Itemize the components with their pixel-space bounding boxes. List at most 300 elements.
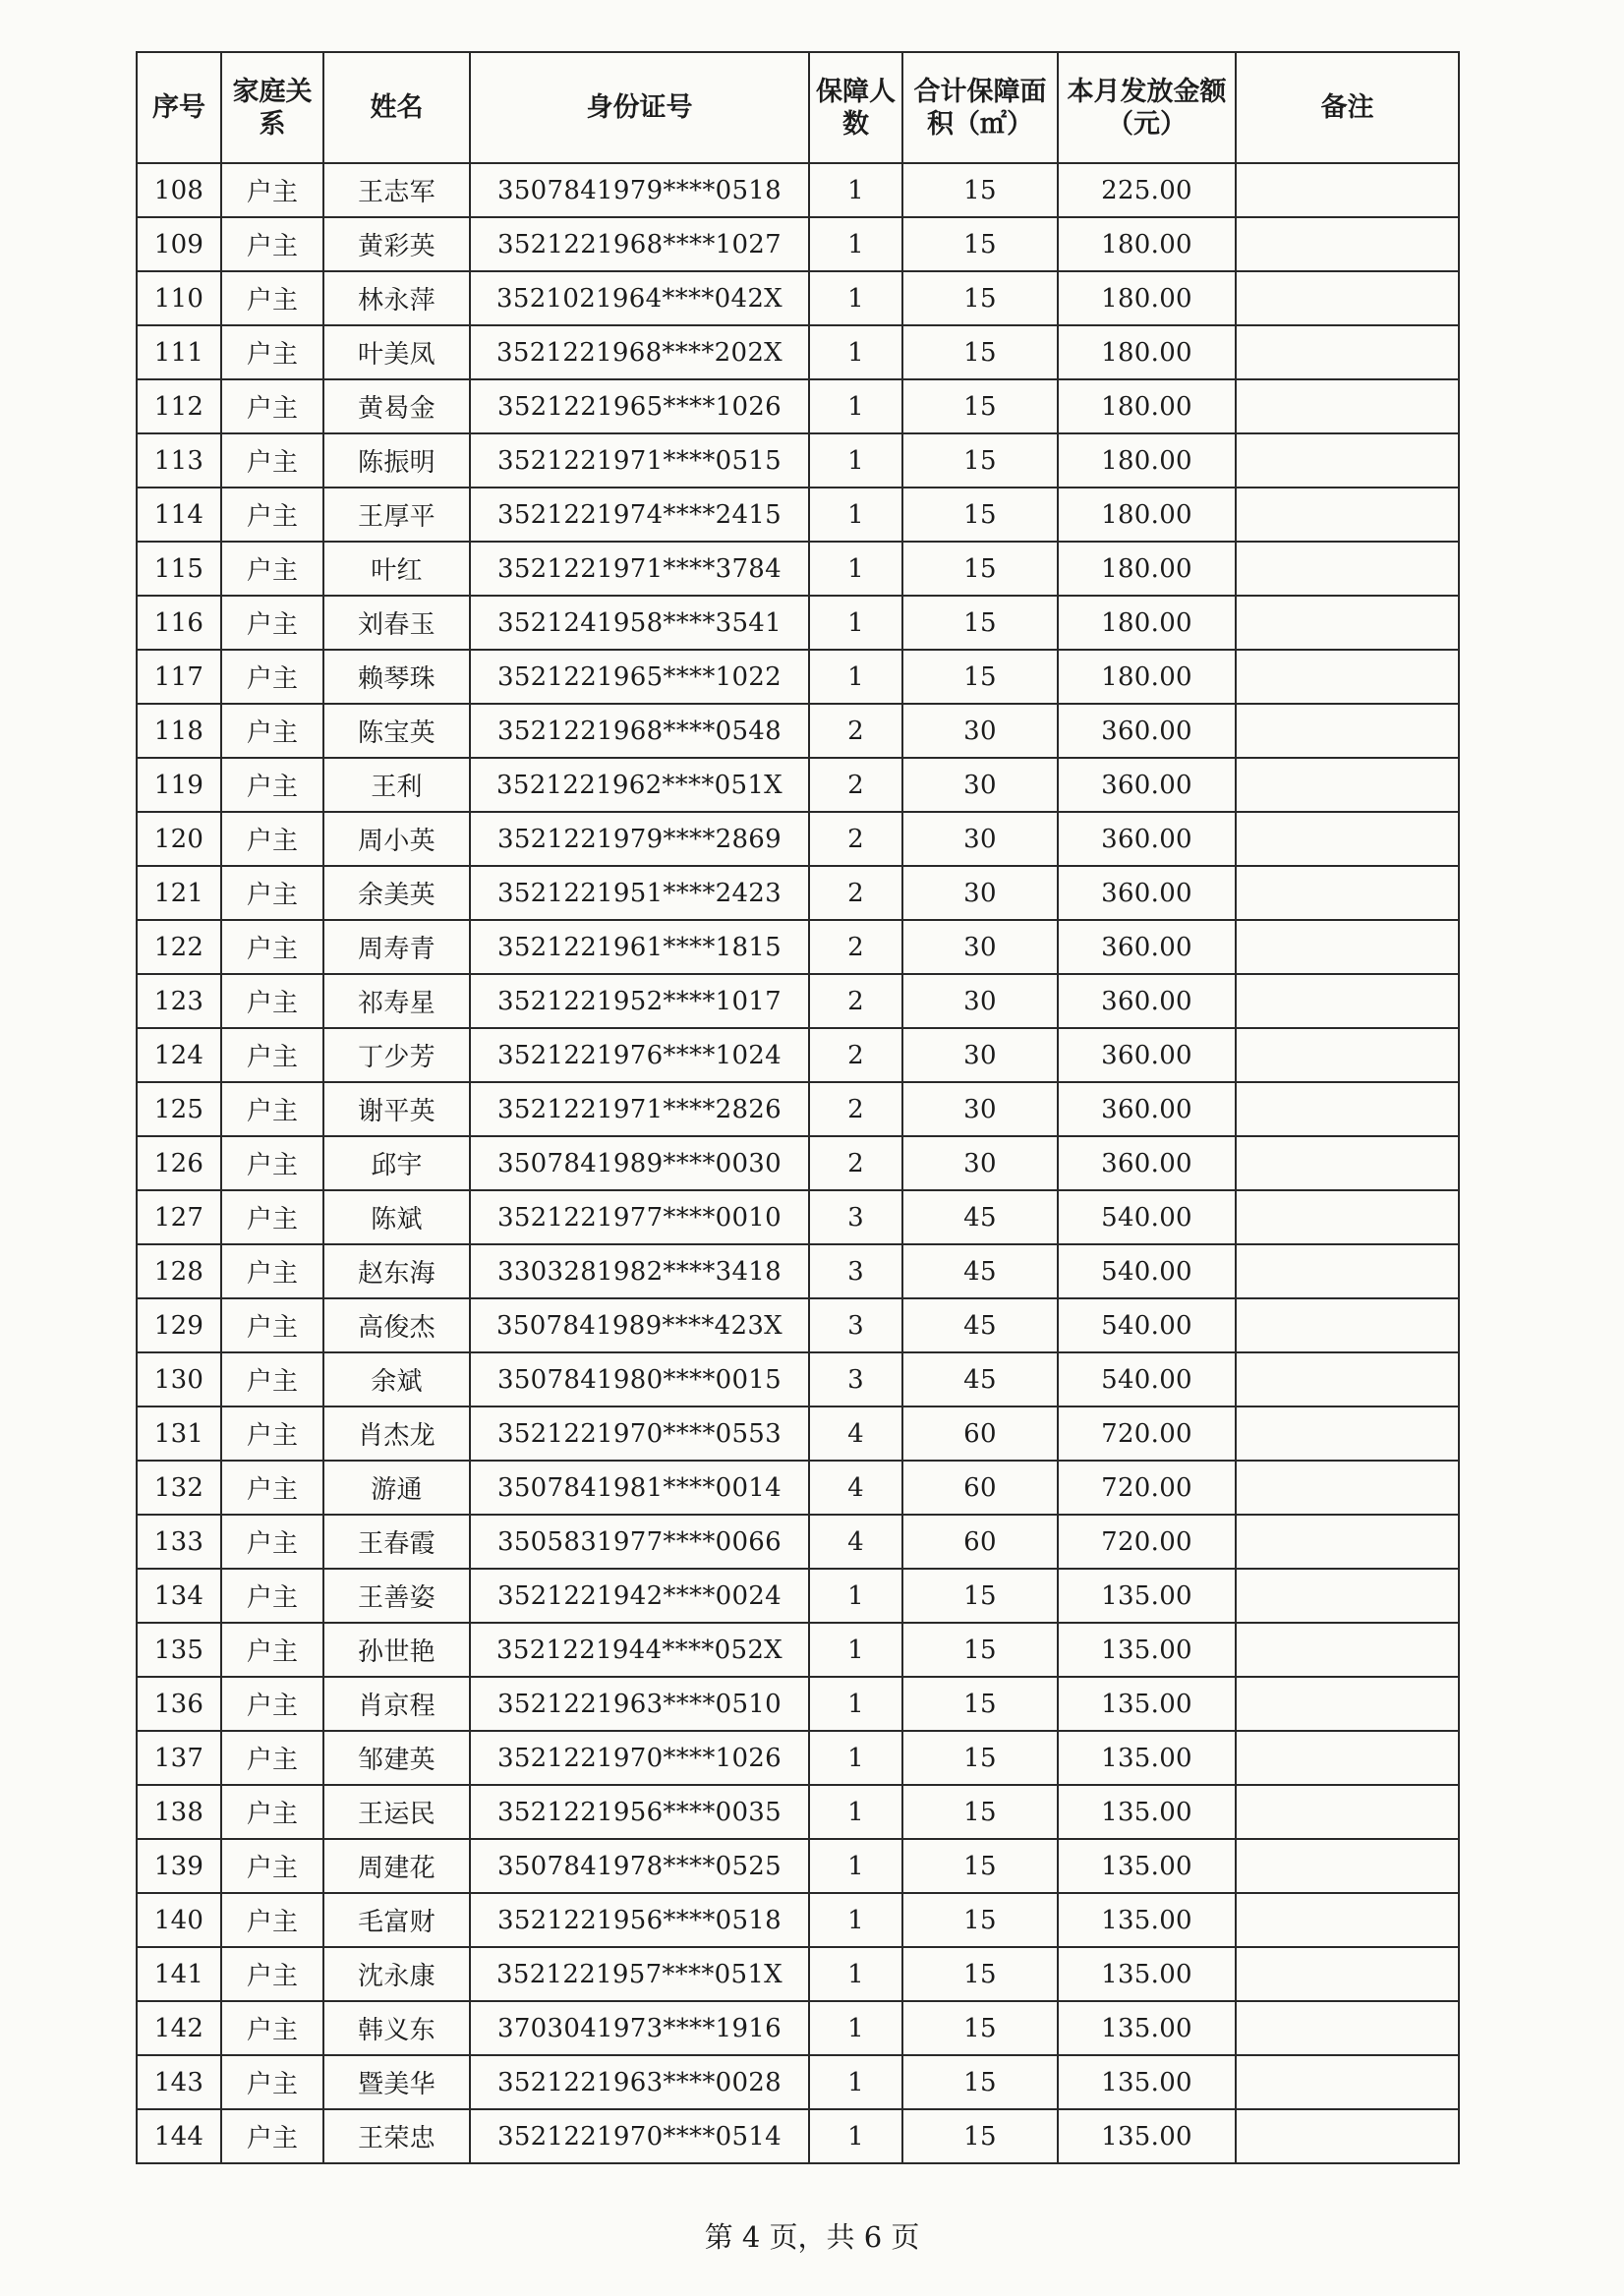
cell-amount: 180.00 <box>1058 271 1236 325</box>
cell-persons: 1 <box>809 1785 902 1839</box>
cell-area: 15 <box>902 542 1058 596</box>
cell-remark <box>1236 1515 1459 1569</box>
cell-persons: 1 <box>809 1569 902 1623</box>
table-row <box>137 433 1459 488</box>
cell-persons: 3 <box>809 1352 902 1406</box>
cell-persons: 1 <box>809 1839 902 1893</box>
cell-relation: 户主 <box>221 1352 323 1406</box>
cell-area: 15 <box>902 596 1058 650</box>
cell-amount: 360.00 <box>1058 704 1236 758</box>
cell-area: 15 <box>902 1731 1058 1785</box>
cell-seq: 123 <box>137 974 221 1028</box>
header-id: 身份证号 <box>470 52 809 163</box>
cell-area: 45 <box>902 1352 1058 1406</box>
cell-relation: 户主 <box>221 2055 323 2109</box>
cell-amount: 135.00 <box>1058 2055 1236 2109</box>
cell-seq: 108 <box>137 163 221 217</box>
cell-relation: 户主 <box>221 1028 323 1082</box>
table-row <box>137 271 1459 325</box>
cell-area: 15 <box>902 2001 1058 2055</box>
cell-area: 30 <box>902 974 1058 1028</box>
cell-remark <box>1236 1136 1459 1190</box>
cell-persons: 2 <box>809 974 902 1028</box>
cell-id: 3505831977****0066 <box>470 1515 809 1569</box>
cell-id: 3521221963****0028 <box>470 2055 809 2109</box>
cell-seq: 112 <box>137 379 221 433</box>
cell-relation: 户主 <box>221 1623 323 1677</box>
cell-name: 周小英 <box>323 812 470 866</box>
cell-name: 沈永康 <box>323 1947 470 2001</box>
table-row <box>137 974 1459 1028</box>
cell-remark <box>1236 1190 1459 1244</box>
cell-id: 3521221968****0548 <box>470 704 809 758</box>
cell-persons: 1 <box>809 163 902 217</box>
table-row <box>137 1244 1459 1298</box>
cell-id: 3521221961****1815 <box>470 920 809 974</box>
cell-persons: 1 <box>809 433 902 488</box>
cell-seq: 132 <box>137 1461 221 1515</box>
cell-area: 15 <box>902 1569 1058 1623</box>
cell-amount: 720.00 <box>1058 1461 1236 1515</box>
header-relation: 家庭关系 <box>221 52 323 163</box>
cell-id: 3521221944****052X <box>470 1623 809 1677</box>
cell-remark <box>1236 866 1459 920</box>
cell-remark <box>1236 163 1459 217</box>
cell-remark <box>1236 2109 1459 2163</box>
cell-relation: 户主 <box>221 1515 323 1569</box>
cell-persons: 3 <box>809 1298 902 1352</box>
cell-id: 3521221976****1024 <box>470 1028 809 1082</box>
cell-area: 15 <box>902 1839 1058 1893</box>
cell-persons: 2 <box>809 866 902 920</box>
cell-seq: 141 <box>137 1947 221 2001</box>
table-row <box>137 758 1459 812</box>
cell-amount: 360.00 <box>1058 866 1236 920</box>
cell-id: 3507841981****0014 <box>470 1461 809 1515</box>
table-row <box>137 920 1459 974</box>
cell-name: 王运民 <box>323 1785 470 1839</box>
cell-area: 15 <box>902 650 1058 704</box>
cell-relation: 户主 <box>221 2109 323 2163</box>
cell-name: 肖杰龙 <box>323 1406 470 1461</box>
cell-seq: 134 <box>137 1569 221 1623</box>
cell-area: 15 <box>902 1947 1058 2001</box>
cell-persons: 1 <box>809 2001 902 2055</box>
table-row <box>137 217 1459 271</box>
cell-remark <box>1236 1569 1459 1623</box>
cell-area: 15 <box>902 325 1058 379</box>
cell-persons: 1 <box>809 217 902 271</box>
cell-relation: 户主 <box>221 1461 323 1515</box>
cell-amount: 135.00 <box>1058 1623 1236 1677</box>
cell-seq: 144 <box>137 2109 221 2163</box>
cell-seq: 110 <box>137 271 221 325</box>
table-row <box>137 1569 1459 1623</box>
cell-area: 15 <box>902 271 1058 325</box>
cell-persons: 1 <box>809 650 902 704</box>
cell-name: 王荣忠 <box>323 2109 470 2163</box>
cell-relation: 户主 <box>221 271 323 325</box>
cell-persons: 4 <box>809 1515 902 1569</box>
cell-persons: 2 <box>809 812 902 866</box>
cell-id: 3507841979****0518 <box>470 163 809 217</box>
cell-id: 3521221965****1022 <box>470 650 809 704</box>
cell-seq: 124 <box>137 1028 221 1082</box>
cell-name: 黄彩英 <box>323 217 470 271</box>
cell-seq: 142 <box>137 2001 221 2055</box>
table-row <box>137 866 1459 920</box>
cell-seq: 120 <box>137 812 221 866</box>
cell-id: 3521221970****1026 <box>470 1731 809 1785</box>
cell-relation: 户主 <box>221 812 323 866</box>
table-row <box>137 163 1459 217</box>
header-persons: 保障人数 <box>809 52 902 163</box>
cell-seq: 114 <box>137 488 221 542</box>
table-row <box>137 542 1459 596</box>
cell-amount: 720.00 <box>1058 1406 1236 1461</box>
cell-seq: 135 <box>137 1623 221 1677</box>
cell-name: 祁寿星 <box>323 974 470 1028</box>
cell-seq: 122 <box>137 920 221 974</box>
cell-seq: 140 <box>137 1893 221 1947</box>
cell-relation: 户主 <box>221 1190 323 1244</box>
cell-remark <box>1236 1623 1459 1677</box>
cell-seq: 111 <box>137 325 221 379</box>
header-area: 合计保障面积（㎡） <box>902 52 1058 163</box>
cell-remark <box>1236 1839 1459 1893</box>
cell-name: 邹建英 <box>323 1731 470 1785</box>
cell-name: 林永萍 <box>323 271 470 325</box>
cell-amount: 360.00 <box>1058 812 1236 866</box>
cell-amount: 135.00 <box>1058 1947 1236 2001</box>
cell-area: 45 <box>902 1244 1058 1298</box>
cell-name: 邱宇 <box>323 1136 470 1190</box>
cell-area: 60 <box>902 1406 1058 1461</box>
cell-id: 3521221951****2423 <box>470 866 809 920</box>
cell-relation: 户主 <box>221 704 323 758</box>
cell-name: 陈宝英 <box>323 704 470 758</box>
cell-seq: 126 <box>137 1136 221 1190</box>
cell-id: 3703041973****1916 <box>470 2001 809 2055</box>
cell-name: 陈振明 <box>323 433 470 488</box>
table-row <box>137 2109 1459 2163</box>
cell-relation: 户主 <box>221 433 323 488</box>
cell-id: 3521221970****0514 <box>470 2109 809 2163</box>
cell-remark <box>1236 2001 1459 2055</box>
cell-amount: 180.00 <box>1058 433 1236 488</box>
cell-relation: 户主 <box>221 1785 323 1839</box>
cell-relation: 户主 <box>221 920 323 974</box>
cell-relation: 户主 <box>221 1839 323 1893</box>
cell-area: 30 <box>902 920 1058 974</box>
cell-area: 15 <box>902 217 1058 271</box>
cell-area: 30 <box>902 812 1058 866</box>
cell-name: 王善姿 <box>323 1569 470 1623</box>
cell-relation: 户主 <box>221 758 323 812</box>
table-row <box>137 1190 1459 1244</box>
cell-name: 韩义东 <box>323 2001 470 2055</box>
cell-remark <box>1236 1298 1459 1352</box>
cell-id: 3303281982****3418 <box>470 1244 809 1298</box>
cell-persons: 1 <box>809 325 902 379</box>
cell-name: 赵东海 <box>323 1244 470 1298</box>
cell-amount: 180.00 <box>1058 217 1236 271</box>
cell-id: 3521221970****0553 <box>470 1406 809 1461</box>
cell-id: 3521221962****051X <box>470 758 809 812</box>
cell-relation: 户主 <box>221 217 323 271</box>
cell-id: 3521241958****3541 <box>470 596 809 650</box>
cell-persons: 1 <box>809 271 902 325</box>
cell-persons: 4 <box>809 1406 902 1461</box>
cell-area: 30 <box>902 704 1058 758</box>
cell-amount: 360.00 <box>1058 920 1236 974</box>
cell-remark <box>1236 920 1459 974</box>
page-number: 第 4 页，共 6 页 <box>704 2220 920 2254</box>
table-row <box>137 1839 1459 1893</box>
cell-id: 3521221956****0035 <box>470 1785 809 1839</box>
cell-relation: 户主 <box>221 1082 323 1136</box>
cell-remark <box>1236 1947 1459 2001</box>
cell-relation: 户主 <box>221 542 323 596</box>
cell-area: 30 <box>902 1028 1058 1082</box>
cell-id: 3507841980****0015 <box>470 1352 809 1406</box>
cell-persons: 1 <box>809 2055 902 2109</box>
cell-seq: 117 <box>137 650 221 704</box>
cell-persons: 2 <box>809 1136 902 1190</box>
cell-persons: 2 <box>809 1028 902 1082</box>
table-row <box>137 488 1459 542</box>
cell-remark <box>1236 217 1459 271</box>
cell-persons: 4 <box>809 1461 902 1515</box>
cell-relation: 户主 <box>221 325 323 379</box>
cell-name: 高俊杰 <box>323 1298 470 1352</box>
table-row <box>137 1082 1459 1136</box>
table-row <box>137 1136 1459 1190</box>
cell-amount: 135.00 <box>1058 1677 1236 1731</box>
cell-name: 王志军 <box>323 163 470 217</box>
cell-id: 3521221965****1026 <box>470 379 809 433</box>
cell-name: 王春霞 <box>323 1515 470 1569</box>
cell-name: 周建花 <box>323 1839 470 1893</box>
cell-relation: 户主 <box>221 1298 323 1352</box>
cell-seq: 109 <box>137 217 221 271</box>
cell-seq: 143 <box>137 2055 221 2109</box>
cell-remark <box>1236 1785 1459 1839</box>
header-amount: 本月发放金额（元） <box>1058 52 1236 163</box>
cell-amount: 180.00 <box>1058 596 1236 650</box>
cell-name: 谢平英 <box>323 1082 470 1136</box>
cell-amount: 135.00 <box>1058 1731 1236 1785</box>
cell-persons: 1 <box>809 379 902 433</box>
cell-id: 3507841989****423X <box>470 1298 809 1352</box>
cell-persons: 2 <box>809 758 902 812</box>
cell-id: 3521221957****051X <box>470 1947 809 2001</box>
cell-area: 45 <box>902 1298 1058 1352</box>
cell-persons: 3 <box>809 1190 902 1244</box>
cell-remark <box>1236 596 1459 650</box>
cell-amount: 225.00 <box>1058 163 1236 217</box>
cell-id: 3507841989****0030 <box>470 1136 809 1190</box>
cell-id: 3521221979****2869 <box>470 812 809 866</box>
table-row <box>137 1893 1459 1947</box>
cell-amount: 720.00 <box>1058 1515 1236 1569</box>
cell-name: 王利 <box>323 758 470 812</box>
cell-remark <box>1236 1731 1459 1785</box>
cell-amount: 180.00 <box>1058 542 1236 596</box>
cell-name: 游通 <box>323 1461 470 1515</box>
cell-remark <box>1236 812 1459 866</box>
cell-persons: 1 <box>809 1731 902 1785</box>
cell-relation: 户主 <box>221 1569 323 1623</box>
cell-remark <box>1236 271 1459 325</box>
table-row <box>137 2001 1459 2055</box>
table-row <box>137 1028 1459 1082</box>
cell-relation: 户主 <box>221 379 323 433</box>
cell-name: 孙世艳 <box>323 1623 470 1677</box>
cell-relation: 户主 <box>221 1406 323 1461</box>
cell-seq: 115 <box>137 542 221 596</box>
cell-id: 3521221952****1017 <box>470 974 809 1028</box>
cell-name: 周寿青 <box>323 920 470 974</box>
cell-name: 叶美凤 <box>323 325 470 379</box>
cell-name: 肖京程 <box>323 1677 470 1731</box>
cell-persons: 1 <box>809 1893 902 1947</box>
cell-id: 3521221971****2826 <box>470 1082 809 1136</box>
cell-area: 15 <box>902 379 1058 433</box>
cell-relation: 户主 <box>221 1893 323 1947</box>
table-row <box>137 1947 1459 2001</box>
cell-area: 45 <box>902 1190 1058 1244</box>
cell-relation: 户主 <box>221 163 323 217</box>
cell-seq: 130 <box>137 1352 221 1406</box>
table-row <box>137 1461 1459 1515</box>
cell-seq: 128 <box>137 1244 221 1298</box>
table-row <box>137 1677 1459 1731</box>
table-row <box>137 379 1459 433</box>
cell-id: 3521221971****0515 <box>470 433 809 488</box>
cell-amount: 135.00 <box>1058 1893 1236 1947</box>
cell-relation: 户主 <box>221 974 323 1028</box>
cell-amount: 180.00 <box>1058 488 1236 542</box>
cell-id: 3521221977****0010 <box>470 1190 809 1244</box>
cell-name: 赖琴珠 <box>323 650 470 704</box>
table-row <box>137 812 1459 866</box>
cell-id: 3521221956****0518 <box>470 1893 809 1947</box>
cell-seq: 119 <box>137 758 221 812</box>
cell-amount: 180.00 <box>1058 650 1236 704</box>
cell-id: 3521221968****1027 <box>470 217 809 271</box>
cell-amount: 135.00 <box>1058 2109 1236 2163</box>
cell-id: 3521221971****3784 <box>470 542 809 596</box>
cell-remark <box>1236 704 1459 758</box>
cell-relation: 户主 <box>221 488 323 542</box>
cell-remark <box>1236 2055 1459 2109</box>
cell-area: 15 <box>902 163 1058 217</box>
cell-seq: 125 <box>137 1082 221 1136</box>
cell-name: 刘春玉 <box>323 596 470 650</box>
cell-amount: 540.00 <box>1058 1352 1236 1406</box>
table-row <box>137 1515 1459 1569</box>
table-row <box>137 1731 1459 1785</box>
table-row <box>137 650 1459 704</box>
table-row <box>137 1298 1459 1352</box>
cell-seq: 136 <box>137 1677 221 1731</box>
cell-name: 黄曷金 <box>323 379 470 433</box>
cell-persons: 1 <box>809 1623 902 1677</box>
cell-id: 3521221974****2415 <box>470 488 809 542</box>
cell-seq: 118 <box>137 704 221 758</box>
cell-area: 15 <box>902 1893 1058 1947</box>
cell-remark <box>1236 379 1459 433</box>
cell-amount: 540.00 <box>1058 1298 1236 1352</box>
cell-persons: 3 <box>809 1244 902 1298</box>
cell-area: 15 <box>902 1623 1058 1677</box>
cell-area: 15 <box>902 488 1058 542</box>
cell-name: 余斌 <box>323 1352 470 1406</box>
cell-remark <box>1236 1082 1459 1136</box>
cell-persons: 2 <box>809 920 902 974</box>
cell-remark <box>1236 542 1459 596</box>
cell-area: 15 <box>902 433 1058 488</box>
cell-remark <box>1236 1244 1459 1298</box>
cell-persons: 1 <box>809 1947 902 2001</box>
cell-persons: 1 <box>809 1677 902 1731</box>
header-row <box>137 52 1459 163</box>
cell-area: 30 <box>902 866 1058 920</box>
cell-area: 15 <box>902 2109 1058 2163</box>
cell-relation: 户主 <box>221 1731 323 1785</box>
cell-remark <box>1236 1028 1459 1082</box>
cell-seq: 127 <box>137 1190 221 1244</box>
cell-name: 叶红 <box>323 542 470 596</box>
cell-area: 30 <box>902 1136 1058 1190</box>
cell-id: 3507841978****0525 <box>470 1839 809 1893</box>
cell-seq: 131 <box>137 1406 221 1461</box>
cell-relation: 户主 <box>221 1947 323 2001</box>
table-row <box>137 1352 1459 1406</box>
cell-area: 60 <box>902 1461 1058 1515</box>
cell-persons: 1 <box>809 488 902 542</box>
cell-relation: 户主 <box>221 866 323 920</box>
cell-persons: 2 <box>809 1082 902 1136</box>
cell-remark <box>1236 1352 1459 1406</box>
cell-seq: 121 <box>137 866 221 920</box>
cell-seq: 129 <box>137 1298 221 1352</box>
cell-remark <box>1236 650 1459 704</box>
cell-remark <box>1236 325 1459 379</box>
cell-amount: 540.00 <box>1058 1244 1236 1298</box>
cell-amount: 135.00 <box>1058 1839 1236 1893</box>
cell-seq: 139 <box>137 1839 221 1893</box>
subsidy-table <box>136 51 1460 2164</box>
cell-name: 毛富财 <box>323 1893 470 1947</box>
cell-relation: 户主 <box>221 2001 323 2055</box>
cell-name: 陈斌 <box>323 1190 470 1244</box>
cell-amount: 180.00 <box>1058 325 1236 379</box>
cell-amount: 135.00 <box>1058 1569 1236 1623</box>
cell-amount: 360.00 <box>1058 758 1236 812</box>
cell-amount: 360.00 <box>1058 974 1236 1028</box>
cell-amount: 135.00 <box>1058 2001 1236 2055</box>
header-seq: 序号 <box>137 52 221 163</box>
cell-seq: 137 <box>137 1731 221 1785</box>
cell-persons: 1 <box>809 2109 902 2163</box>
cell-remark <box>1236 758 1459 812</box>
cell-area: 60 <box>902 1515 1058 1569</box>
header-name: 姓名 <box>323 52 470 163</box>
cell-id: 3521221942****0024 <box>470 1569 809 1623</box>
table-row <box>137 325 1459 379</box>
